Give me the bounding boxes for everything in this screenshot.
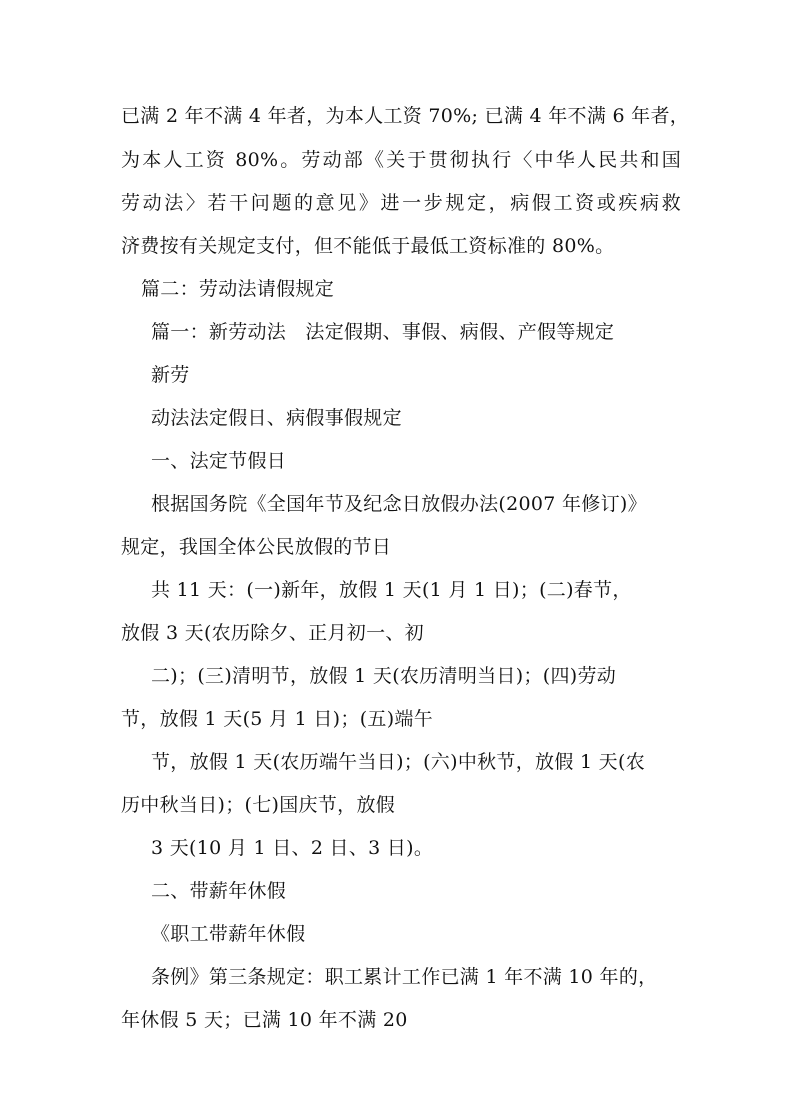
text-line-22: 年休假 5 天；已满 10 年不满 20 — [121, 1009, 408, 1031]
text-line-16: 节，放假 1 天(农历端午当日)；(六)中秋节，放假 1 天(农 — [151, 751, 645, 773]
text-line-8: 动法法定假日、病假事假规定 — [151, 407, 402, 429]
text-line-1: 已满 2 年不满 4 年者，为本人工资 70%; 已满 4 年不满 6 年者， — [121, 105, 690, 127]
text-line-17: 历中秋当日)；(七)国庆节，放假 — [121, 794, 396, 816]
text-line-4: 济费按有关规定支付，但不能低于最低工资标准的 80%。 — [121, 235, 615, 257]
article-heading: 篇一：新劳动法 法定假期、事假、病假、产假等规定 — [151, 321, 615, 343]
text-line-21: 条例》第三条规定：职工累计工作已满 1 年不满 10 年的， — [151, 966, 658, 988]
subheading-annual-leave: 二、带薪年休假 — [151, 880, 287, 902]
text-line-18: 3 天(10 月 1 日、2 日、3 日)。 — [151, 837, 434, 859]
text-line-14: 二)；(三)清明节，放假 1 天(农历清明当日)；(四)劳动 — [151, 665, 617, 687]
text-line-15: 节，放假 1 天(5 月 1 日)；(五)端午 — [121, 708, 434, 730]
text-line-11: 规定，我国全体公民放假的节日 — [121, 536, 392, 558]
text-line-13: 放假 3 天(农历除夕、正月初一、初 — [121, 622, 424, 644]
text-line-2: 为本人工资 80%。劳动部《关于贯彻执行〈中华人民共和国 — [121, 149, 681, 171]
text-line-12: 共 11 天：(一)新年，放假 1 天(1 月 1 日)；(二)春节， — [151, 579, 632, 601]
text-line-20: 《职工带薪年休假 — [151, 923, 306, 945]
section-heading: 篇二：劳动法请假规定 — [141, 278, 335, 300]
text-line-3: 劳动法〉若干问题的意见》进一步规定，病假工资或疾病救 — [121, 192, 681, 214]
subheading-holidays: 一、法定节假日 — [151, 450, 287, 472]
text-line-10: 根据国务院《全国年节及纪念日放假办法(2007 年修订)》 — [151, 493, 647, 515]
text-line-7: 新劳 — [151, 364, 190, 386]
